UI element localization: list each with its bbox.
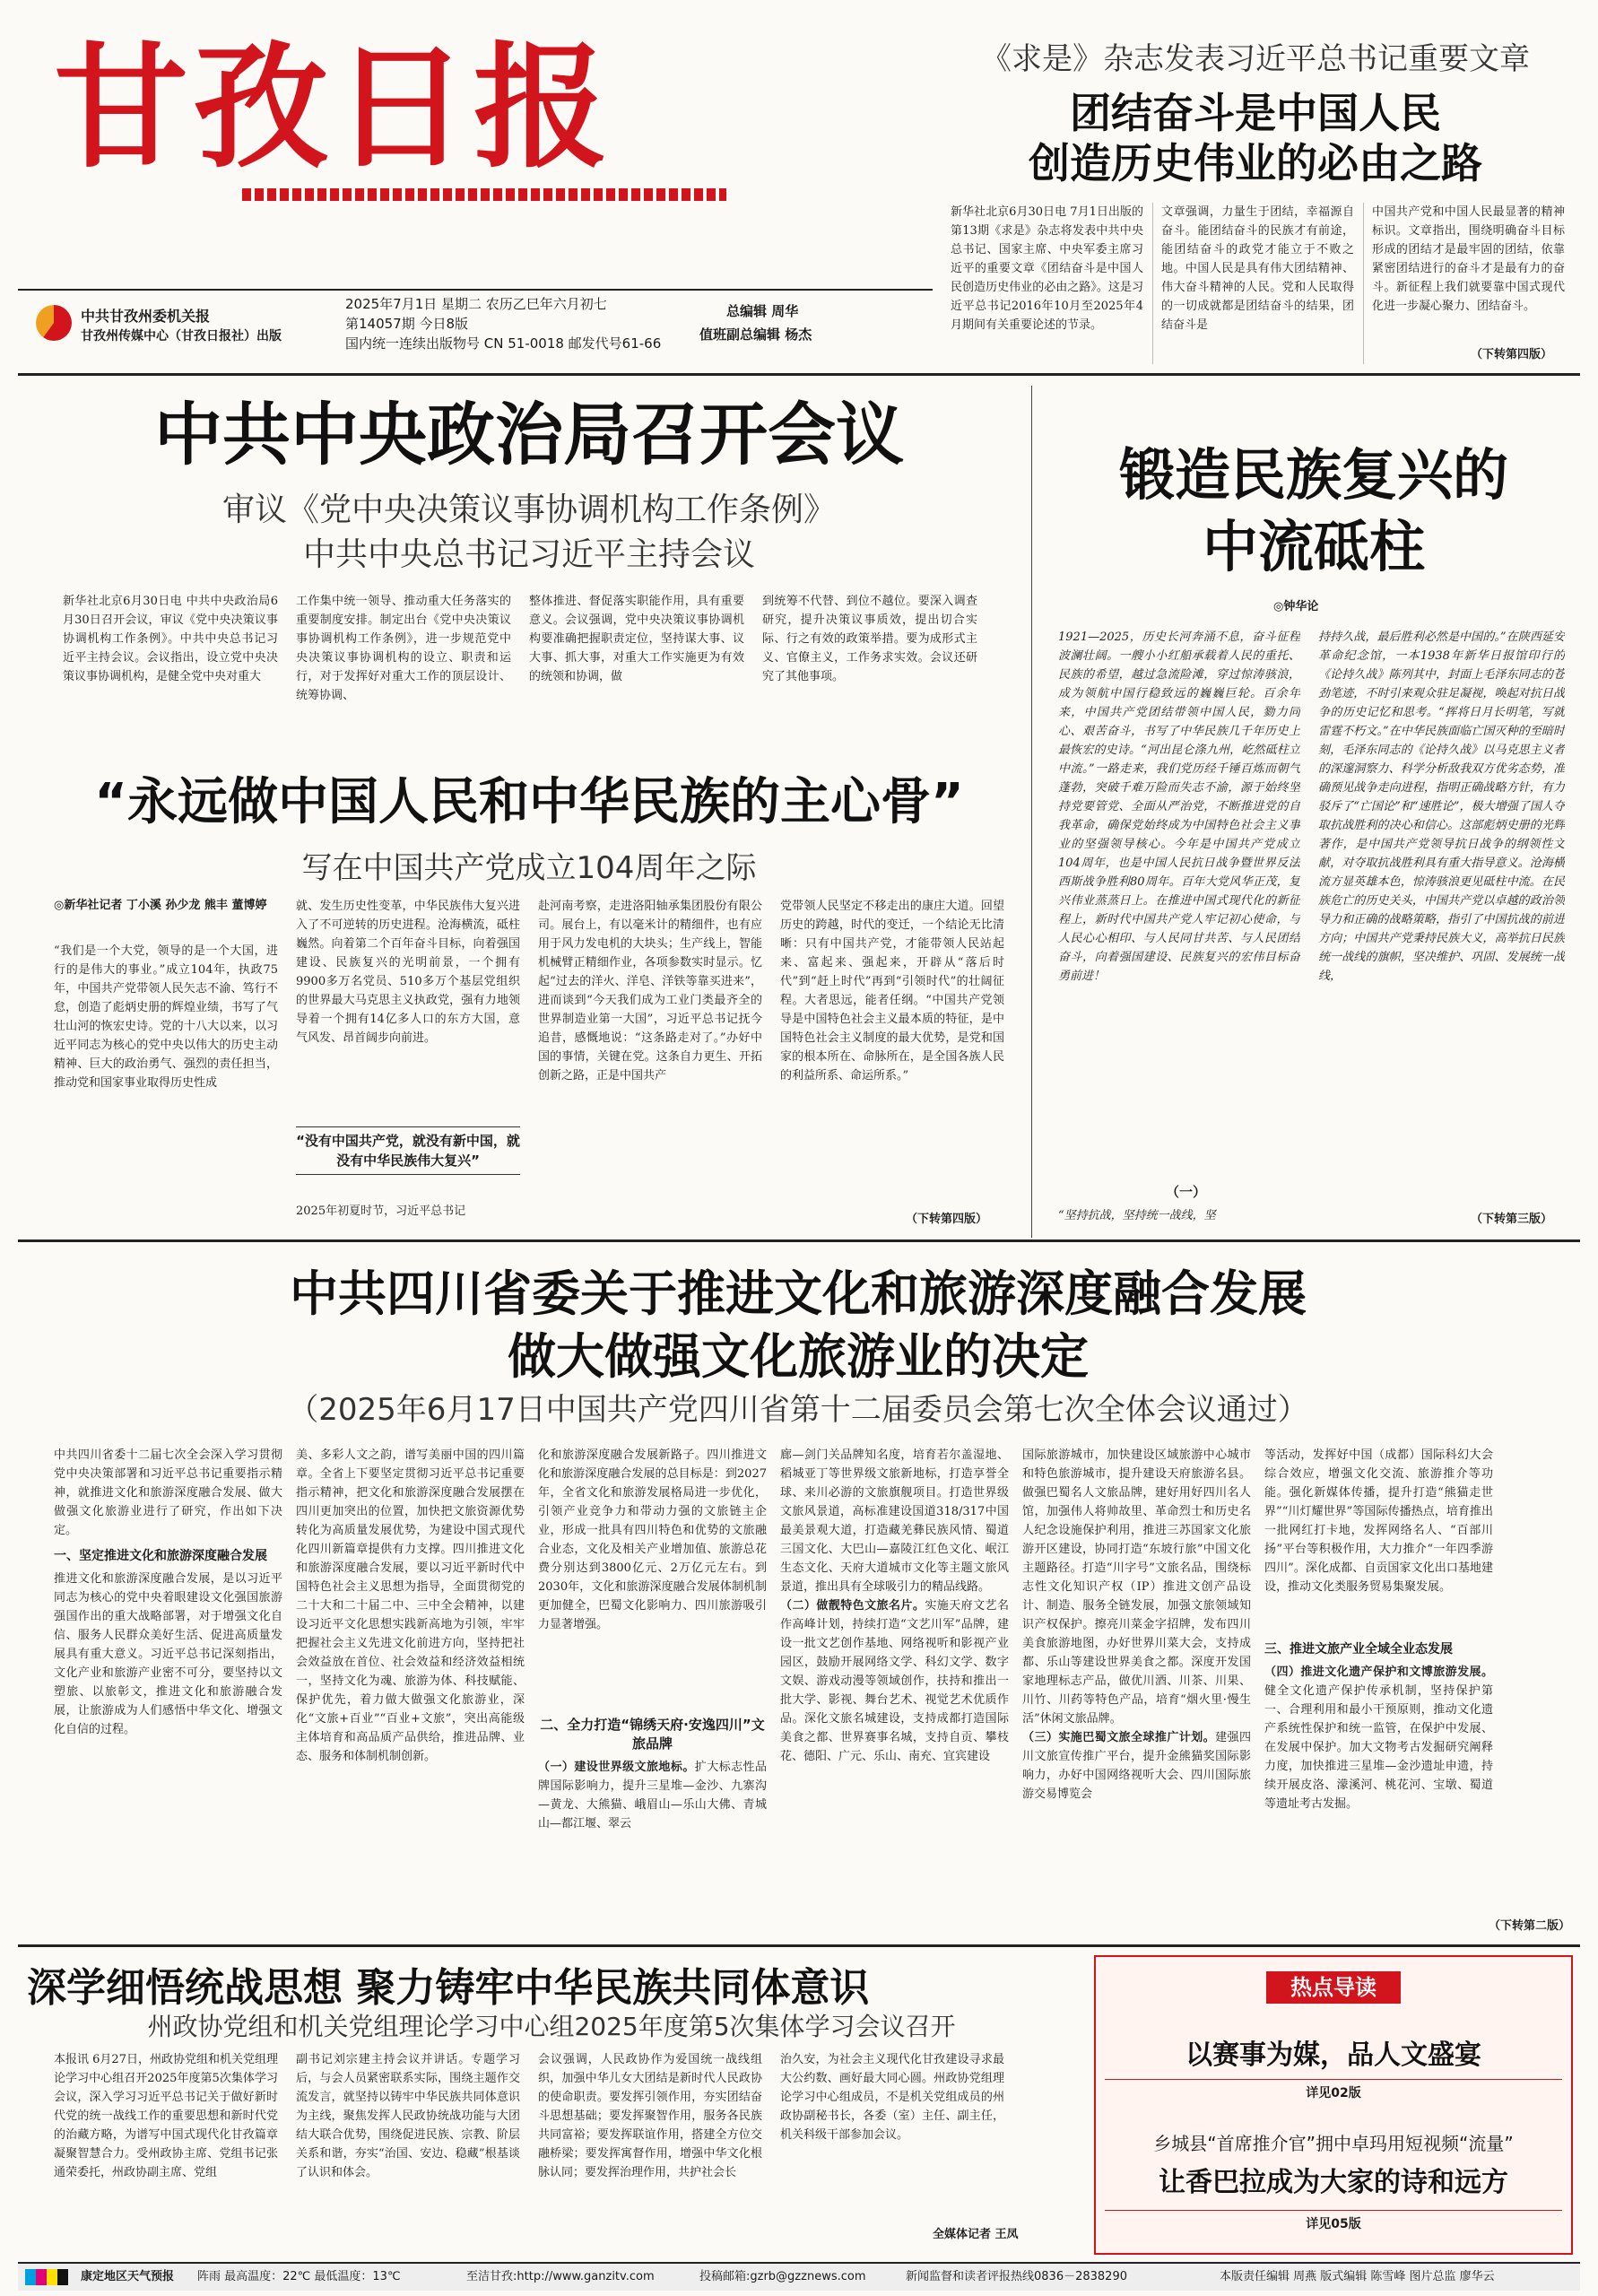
sichuan-heading-6a: （四）推进文化遗产保护和文博旅游发展。 [1264, 1665, 1493, 1679]
sichuan-heading-2: 二、全力打造“锦绣天府·安逸四川”文旅品牌 [540, 1717, 765, 1752]
hot-reads-label: 热点导读 [1266, 1971, 1401, 2004]
politburo-col2: 工作集中统一领导、推动重大任务落实的重要制度安排。制定出台《党中央决策议事协调机构工作条例》，进一步规范党中央决策议事协调机构的设立、职责和运行，对于发挥好对重大工作的顶层设计、统筹协调、 [296, 595, 511, 702]
backbone-pullquote: “没有中国共产党，就没有新中国，就没有中华民族伟大复兴” [296, 1126, 520, 1175]
publisher-line: 甘孜州传媒中心（甘孜日报社）出版 [81, 329, 282, 344]
lower-section-divider [18, 1944, 1580, 1947]
date-line: 2025年7月1日 星期二 农历乙巳年六月初七 [345, 296, 607, 312]
sichuan-col3-body-b [538, 1758, 767, 1909]
sichuan-col6 [1264, 1446, 1493, 1887]
sichuan-col5b-text: 建强四川文旅宣传推广平台，提升金熊猫奖国际影响力，办好中国网络视听大会、四川国际旅游交易博览会 [1022, 1731, 1251, 1801]
chief-editor-name: 周华 [771, 303, 799, 319]
politburo-title: 中共中央政治局召开会议 [154, 395, 904, 474]
qiushi-col1: 新华社北京6月30日电 7月1日出版的第13期《求是》杂志将发表中共中央总书记、国家主席、中央军委主席习近平的重要文章《团结奋斗是中国人民创造历史伟业的必由之路》。这是习近平总书记2016年10月至2025年4月期间有关重要论述的节录。 [951, 205, 1143, 332]
color-register-strip [25, 2269, 68, 2285]
united-front-title: 深学细悟统战思想 聚力铸牢中华民族共同体意识 [27, 1965, 870, 2011]
chief-editor-label: 总编辑 [726, 303, 768, 319]
politburo-col1: 新华社北京6月30日电 中共中央政治局6月30日召开会议，审议《党中央决策议事协调机构工作条例》。中共中央总书记习近平主持会议。会议指出，设立党中央决策议事协调机构，是健全党中央对重大 [63, 595, 278, 683]
masthead-divider [18, 289, 933, 291]
sichuan-col1-intro: 中共四川省委十二届七次全会深入学习贯彻党中央决策部署和习近平总书记重要指示精神，就推进文化和旅游深度融合发展、做大做强文化旅游业进行了研究，作出如下决定。 [54, 1448, 282, 1537]
united-front-col1: 本报讯 6月27日，州政协党组和机关党组理论学习中心组召开2025年度第5次集体学习会议，深入学习习近平总书记关于做好新时代党的统一战线工作的重要思想和新时代党的治藏方略，为谱写中国式现代化甘孜篇章凝聚智慧合力。受州政协主席、党组书记张通荣委托，州政协副主席、党组 [54, 2053, 278, 2179]
sichuan-col3-body: 化和旅游深度融合发展新路子。四川推进文化和旅游深度融合发展的总目标是：到2027年，全省文化和旅游发展格局进一步优化，引领产业竞争力和带动力强的文旅链主企业，形成一批具有四川特色和优势的文旅融合业态，文化及相关产业增加值、旅游总花费分别达到3800亿元、2万亿元左右。到2030年，文化和旅游深度融合发展体制机制更加健全，巴蜀文化影响力、四川旅游吸引力显著增强。 [538, 1448, 767, 1631]
backbone-byline: ◎新华社记者 丁小溪 孙少龙 熊丰 董博婷 [54, 899, 267, 912]
duty-editor [699, 325, 812, 344]
politburo-col3: 整体推进、督促落实职能作用，具有重要意义。会议强调，党中央决策议事协调机构要准确把握职责定位，坚持谋大事、议大事、抓大事，对重大工作实施更为有效的统领和协调，做 [529, 595, 744, 683]
org-line: 中共甘孜州委机关报 [81, 308, 211, 325]
sichuan-heading-4: （二）做靓特色文旅名片。 [780, 1599, 925, 1613]
backbone-sub: 写在中国共产党成立104周年之际 [301, 850, 757, 886]
masthead-tibetan-script [242, 188, 726, 201]
sichuan-col4-text: 廊—剑门关品牌知名度，培育若尔盖湿地、稻城亚丁等世界级文旅新地标，打造享誉全球、来川必游的文旅旗舰项目。打造世界级文旅风景道，高标准建设国道318/317中国最美景观大道，打造藏羌彝民族风情、蜀道三国文化、大巴山—嘉陵江红色文化、岷江生态文化、天府大道城市文化等主题文旅风景道，推出具有全球吸引力的精品线路。 [780, 1448, 1009, 1594]
hot-item-2-sub: 乡城县“首席推介官”拥中卓玛用短视频“流量” [1153, 2133, 1514, 2154]
editorial-section: （一） [1166, 1184, 1207, 1200]
sichuan-col4b-text: 实施天府文艺名作高峰计划，持续打造“文艺川军”品牌，建设一批文艺创作基地、网络视听和影视产业园区，鼓励开展网络文学、科幻文学、数字文娱、游戏动漫等领域创作，扶持和推出一批大学、影视、舞台艺术、视觉艺术优质作品。深化文旅名城建设，支持成都打造国际美食之都、世界赛事名城，支持自贡、攀枝花、德阳、广元、乐山、南充、宜宾建设 [780, 1599, 1009, 1763]
sichuan-jump: （下转第二版） [1489, 1919, 1571, 1933]
sichuan-title-line1: 中共四川省委关于推进文化和旅游深度融合发展 [290, 1265, 1307, 1322]
qiushi-col-rule [1363, 203, 1364, 364]
chief-editor [726, 301, 798, 320]
politburo-sub1: 审议《党中央决策议事协调机构工作条例》 [221, 491, 836, 528]
sichuan-col3b-text: 扩大标志性品牌国际影响力，提升三星堆—金沙、九寨沟—黄龙、大熊猫、峨眉山—乐山大佛、青城山—都江堰、翠云 [538, 1761, 767, 1831]
submission-email[interactable]: 投稿邮箱:gzrb@gzznews.com [699, 2270, 866, 2283]
sichuan-col4 [780, 1446, 1009, 1935]
sichuan-heading-2a: （一）建设世界级文旅地标。 [538, 1761, 695, 1774]
sichuan-col6-body: 等活动，发挥好中国（成都）国际科幻大会综合效应，增强文化交流、旅游推介等功能。强化新媒体传播，提升打造“熊猫走世界”“川灯耀世界”等国际传播热点，培育推出一批网红打卡地，发挥网络名人、“百部川扬”平台等积极作用，大力推介“一年四季游四川”。深化成都、自贡国家文化出口基地建设，推动文化类服务贸易集聚发展。 [1264, 1448, 1493, 1594]
paper-logo-icon [36, 305, 72, 341]
politburo-sub2: 中共中央总书记习近平主持会议 [302, 536, 755, 573]
backbone-col2: 就、发生历史性变革，中华民族伟大复兴进入了不可逆转的历史进程。沧海横流，砥柱巍然。向着第二个百年奋斗目标，向着强国建设、民族复兴的光明前景，一个拥有9900多万名党员、510多万个基层党组织的世界最大马克思主义执政党，强有力地领导着一个拥有14亿多人口的东方大国，意气风发、昂首阔步向前进。 [296, 900, 520, 1045]
qiushi-col2: 文章强调，力量生于团结，幸福源自奋斗。能团结奋斗的民族才有前途，能团结奋斗的政党才能立于不败之地。中国人民是具有伟大团结精神、伟大奋斗精神的人民。党和人民取得的一切成就都是团结奋斗的结果，团结奋斗是 [1161, 205, 1354, 332]
sichuan-col1-body: 推进文化和旅游深度融合发展，是以习近平同志为核心的党中央着眼建设文化强国旅游强国作出的重大战略部署，对于增强文化自信、服务人民群众美好生活、促进高质量发展具有重大意义。习近平总书记深刻指出，文化产业和旅游产业密不可分，要坚持以文塑旅、以旅彰文，推进文化和旅游融合发展，让旅游成为人们感悟中华文化、增强文化自信的过程。 [54, 1572, 282, 1736]
sichuan-sub: （2025年6月17日中国共产党四川省第十二届委员会第七次全体会议通过） [288, 1392, 1308, 1428]
duty-editor-name: 杨杰 [785, 326, 812, 343]
hot-item-2[interactable]: 让香巴拉成为大家的诗和远方 [1159, 2167, 1508, 2198]
editorial-author: ◎钟华论 [1273, 600, 1319, 613]
editorial-divider [1031, 386, 1032, 1238]
editorial-title-line2: 中流砥柱 [1202, 514, 1425, 579]
issue-line: 第14057期 今日8版 [345, 316, 469, 332]
sichuan-col6b-text: 健全文化遗产保护传承机制，坚持保护第一、合理利用和最小干预原则，推动文化遗产系统性保护和统一监管，在保护中发展、在发展中保护。加大文物考古发掘研究阐释力度，加快推进三星堆—金沙遗址申遗，持续开展皮洛、濛溪河、桃花河、宝墩、蜀道等遗址考古发掘。 [1264, 1684, 1493, 1811]
weather-forecast: 阵雨 最高温度：22℃ 最低温度：13℃ [197, 2270, 401, 2283]
page-editors: 本版责任编辑 周燕 版式编辑 陈雪峰 图片总监 廖华云 [1220, 2270, 1495, 2283]
sichuan-heading-1: 一、坚定推进文化和旅游深度融合发展 [54, 1549, 267, 1563]
qiushi-kicker: 《求是》杂志发表习近平总书记重要文章 [981, 41, 1530, 77]
qiushi-jump: （下转第四版） [1471, 348, 1553, 361]
qiushi-col3: 中国共产党和中国人民最显著的精神标识。文章指出，围绕明确奋斗目标形成的团结才是最牢固的团结，依靠紧密团结进行的奋斗才是最有力的奋斗。新征程上我们就要靠中国式现代化进一步凝心聚力、团结奋斗。 [1372, 205, 1565, 313]
middle-section-divider [18, 1239, 1580, 1242]
hot-item-1-page[interactable]: 详见02版 [1105, 2079, 1562, 2101]
united-front-col2: 副书记刘宗建主持会议并讲话。专题学习后，与会人员紧密联系实际，围绕主题作交流发言，就坚持以铸牢中华民族共同体意识为主线，聚焦发挥人民政协统战功能与大团结大联合优势，围绕促进民族、宗教、阶层关系和谐，夯实“治国、安边、稳藏”根基谈了认识和体会。 [296, 2053, 520, 2179]
qiushi-title-line2: 创造历史伟业的必由之路 [1029, 139, 1482, 187]
backbone-col2b: 2025年初夏时节，习近平总书记 [296, 1205, 466, 1218]
masthead-title: 甘孜日报 [54, 29, 614, 187]
united-front-reporter: 全媒体记者 王凤 [933, 2228, 1019, 2241]
editorial-title-line1: 锻造民族复兴的 [1118, 442, 1508, 508]
sichuan-col1 [54, 1446, 282, 1916]
united-front-col3: 会议强调，人民政协作为爱国统一战线组织，加强中华儿女大团结是新时代人民政协的使命职责。要发挥引领作用，夯实团结奋斗思想基础；要发挥聚智作用，服务各民族共同富裕；要发挥联谊作用，搭建全方位交融桥梁；要发挥寓督作用，增强中华文化根脉认同；要发挥治理作用，共护社会长 [538, 2053, 762, 2179]
website-link[interactable]: 至洁甘孜:http://www.ganzitv.com [466, 2270, 655, 2283]
sichuan-col3 [538, 1446, 767, 1909]
backbone-jump: （下转第四版） [906, 1213, 988, 1226]
reader-hotline: 新闻监督和读者评报热线0836－2838290 [906, 2270, 1127, 2283]
editorial-col1: 1921—2025，历史长河奔涌不息，奋斗征程波澜壮阔。一艘小小红船承载着人民的重托、民族的希望，越过急流险滩，穿过惊涛骇浪，成为领航中国行稳致远的巍巍巨轮。百余年来，中国共产党团结带领中国人民，勠力同心、艰苦奋斗，书写了中华民族几千年历史上最恢宏的史诗。“河出昆仑涤九州，屹然砥柱立中流。”一路走来，我们党历经千锤百炼而朝气蓬勃，突破千难万险而失志不渝，源于始终坚持党要管党、全面从严治党，不断推进党的自我革命，确保党始终成为中国特色社会主义事业的坚强领导核心。今年是中国共产党成立104周年，也是中国人民抗日战争暨世界反法西斯战争胜利80周年。百年大党风华正茂，复兴伟业蒸蒸日上。在推进中国式现代化的新征程上，新时代中国共产党人牢记初心使命，与人民心心相印、与人民同甘共苦、与人民团结奋斗，向着强国建设、民族复兴的宏伟目标奋勇前进！ [1058, 631, 1300, 983]
sichuan-heading-5: （三）实施巴蜀文旅全球推广计划。 [1022, 1731, 1216, 1744]
united-front-sub: 州政协党组和机关党组理论学习中心组2025年度第5次集体学习会议召开 [147, 2012, 956, 2041]
sichuan-heading-6: 三、推进文旅产业全域全业态发展 [1264, 1642, 1453, 1657]
sichuan-col2: 美、多彩人文之韵，谱写美丽中国的四川篇章。全省上下要坚定贯彻习近平总书记重要指示精神，把文化和旅游深度融合发展摆在四川更加突出的位置，加快把文旅资源优势转化为高质量发展优势，为建设中国式现代化四川新篇章提供有力支撑。四川推进文化和旅游深度融合发展，要以习近平新时代中国特色社会主义思想为指导，全面贯彻党的二十大和二十届二中、三中全会精神，以建设习近平文化思想实践新高地为引领，牢牢把握社会主义先进文化前进方向，坚持把社会效益放在首位、社会效益和经济效益相统一，坚持文化为魂、旅游为体、科技赋能、保护优先，着力做大做强文化旅游业，深化“文旅+百业”“百业+文旅”，突出高能级主体培育和高品质产品供给，推进品牌、业态、服务和体制机制创新。 [296, 1448, 525, 1763]
sichuan-col5 [1022, 1446, 1251, 1935]
cn-line: 国内统一连续出版物号 CN 51-0018 邮发代号61-66 [345, 335, 662, 352]
hot-item-1[interactable]: 以赛事为媒，品人文盛宴 [1185, 2039, 1481, 2071]
duty-editor-label: 值班副总编辑 [699, 326, 781, 343]
qiushi-col-rule [1152, 203, 1153, 364]
backbone-title: “永远做中国人民和中华民族的主心骨” [94, 773, 964, 831]
editorial-jump: （下转第三版） [1471, 1213, 1553, 1226]
hot-item-2-page[interactable]: 详见05版 [1105, 2210, 1562, 2232]
united-front-col4: 治久安，为社会主义现代化甘孜建设寻求最大公约数、画好最大同心圆。州政协党组理论学习中心组成员，不是机关党组成员的州政协副秘书长，各委（室）主任、副主任，机关科级干部参加会议。 [780, 2053, 1004, 2142]
weather-label: 康定地区天气预报 [81, 2270, 175, 2283]
hot-reads-box [1094, 1955, 1573, 2255]
editorial-col2: 持持久战，最后胜利必然是中国的。”在陕西延安革命纪念馆，一本1938年新华日报馆印行的《论持久战》陈列其中，封面上毛泽东同志的苍劲笔迹，不时引来观众驻足凝视，唤起对抗日战争的历史记忆和思考。“挥将日月长明笔，写就雷霆不朽文。”在中华民族面临亡国灭种的至暗时刻，毛泽东同志的《论持久战》以马克思主义者的深邃洞察力、科学分析敌我双方优劣态势，准确预见战争走向进程，指明正确战略方针，有力驳斥了“亡国论”和“速胜论”，极大增强了国人夺取抗战胜利的决心和信心。这部彪炳史册的光辉著作，是中国共产党领导抗日战争的纲领性文献，对夺取抗战胜利具有重大指导意义。沧海横流方显英雄本色，惊涛骇浪更见砥柱中流。在民族危亡的历史关头，中国共产党以卓越的政治领导力和正确的战略策略，指引了中国抗战的前进方向；中国共产党秉持民族大义，高举抗日民族统一战线的旗帜，坚决维护、巩固、发展统一战线， [1318, 631, 1565, 983]
sichuan-col5-text: 国际旅游城市，加快建设区域旅游中心城市和特色旅游城市，提升建设天府旅游名县。做强巴蜀名人文旅品牌，建好用好四川名人馆，加强伟人将帅故里、革命烈士和历史名人纪念设施保护利用，推进三苏国家文化旅游开区建设，协同打造“东坡行旅”中国文化主题路径。打造“川字号”文旅名品，围绕标志性文化知识产权（IP）推进文创产品设计、制造、服务全链发展，加强文旅领域知识产权保护。擦亮川菜金字招牌，发布四川美食旅游地图，办好世界川菜大会，支持成都、乐山等建设世界美食之都。深度开发国家地理标志产品，做优川酒、川茶、川果、川竹、川药等特色产品，培育“烟火里·慢生活”休闲文旅品牌。 [1022, 1448, 1251, 1726]
backbone-col4: 党带领人民坚定不移走出的康庄大道。回望历史的跨越，时代的变迁，一个结论无比清晰：只有中国共产党，才能带领人民站起来、富起来、强起来，开辟从“落后时代”到“赶上时代”再到“引领时代”的壮阔征程。大者思远，能者任纲。“中国共产党领导是中国特色社会主义最本质的特征，是中国特色社会主义制度的最大优势，是党和国家的根本所在、命脉所在，是全国各族人民的利益所系、命运所系。” [780, 900, 1004, 1083]
editorial-col1b: “坚持抗战，坚持统一战线，坚 [1058, 1209, 1216, 1222]
qiushi-title-line1: 团结奋斗是中国人民 [1070, 89, 1441, 137]
sichuan-col6-body-b [1264, 1663, 1493, 1887]
sichuan-title-line2: 做大做强文化旅游业的决定 [508, 1328, 1089, 1385]
politburo-col4: 到统筹不代替、到位不越位。要深入调查研究，提升决策议事质效，提出切合实际、行之有效的政策举措。要为成形式主义、官僚主义，工作务求实效。会议还研究了其他事项。 [762, 595, 977, 683]
backbone-col3: 赴河南考察，走进洛阳轴承集团股份有限公司。展台上，有以毫米计的精细件，也有应用于风力发电机的大块头；生产线上，智能机械臂正精细作业，各项参数实时显示。忆起“过去的洋火、洋皂、洋铁等靠买进来”，进而谈到“今天我们成为工业门类最齐全的世界制造业第一大国”，习近平总书记抚今追昔，感慨地说：“这条路走对了。”办好中国的事情，关键在党。这条自力更生、开拓创新之路，正是中国共产 [538, 900, 762, 1083]
backbone-col1: “我们是一个大党，领导的是一个大国，进行的是伟大的事业。”成立104年，执政75年，中国共产党带领人民矢志不渝、笃行不怠，创造了彪炳史册的辉煌业绩，书写了气壮山河的恢宏史诗。党的十八大以来，以习近平同志为核心的党中央以伟大的历史主动精神、巨大的政治勇气、强烈的责任担当，推动党和国家事业取得历史性成 [54, 944, 278, 1090]
footer-bar [18, 2262, 1580, 2291]
top-section-divider [18, 373, 1580, 376]
